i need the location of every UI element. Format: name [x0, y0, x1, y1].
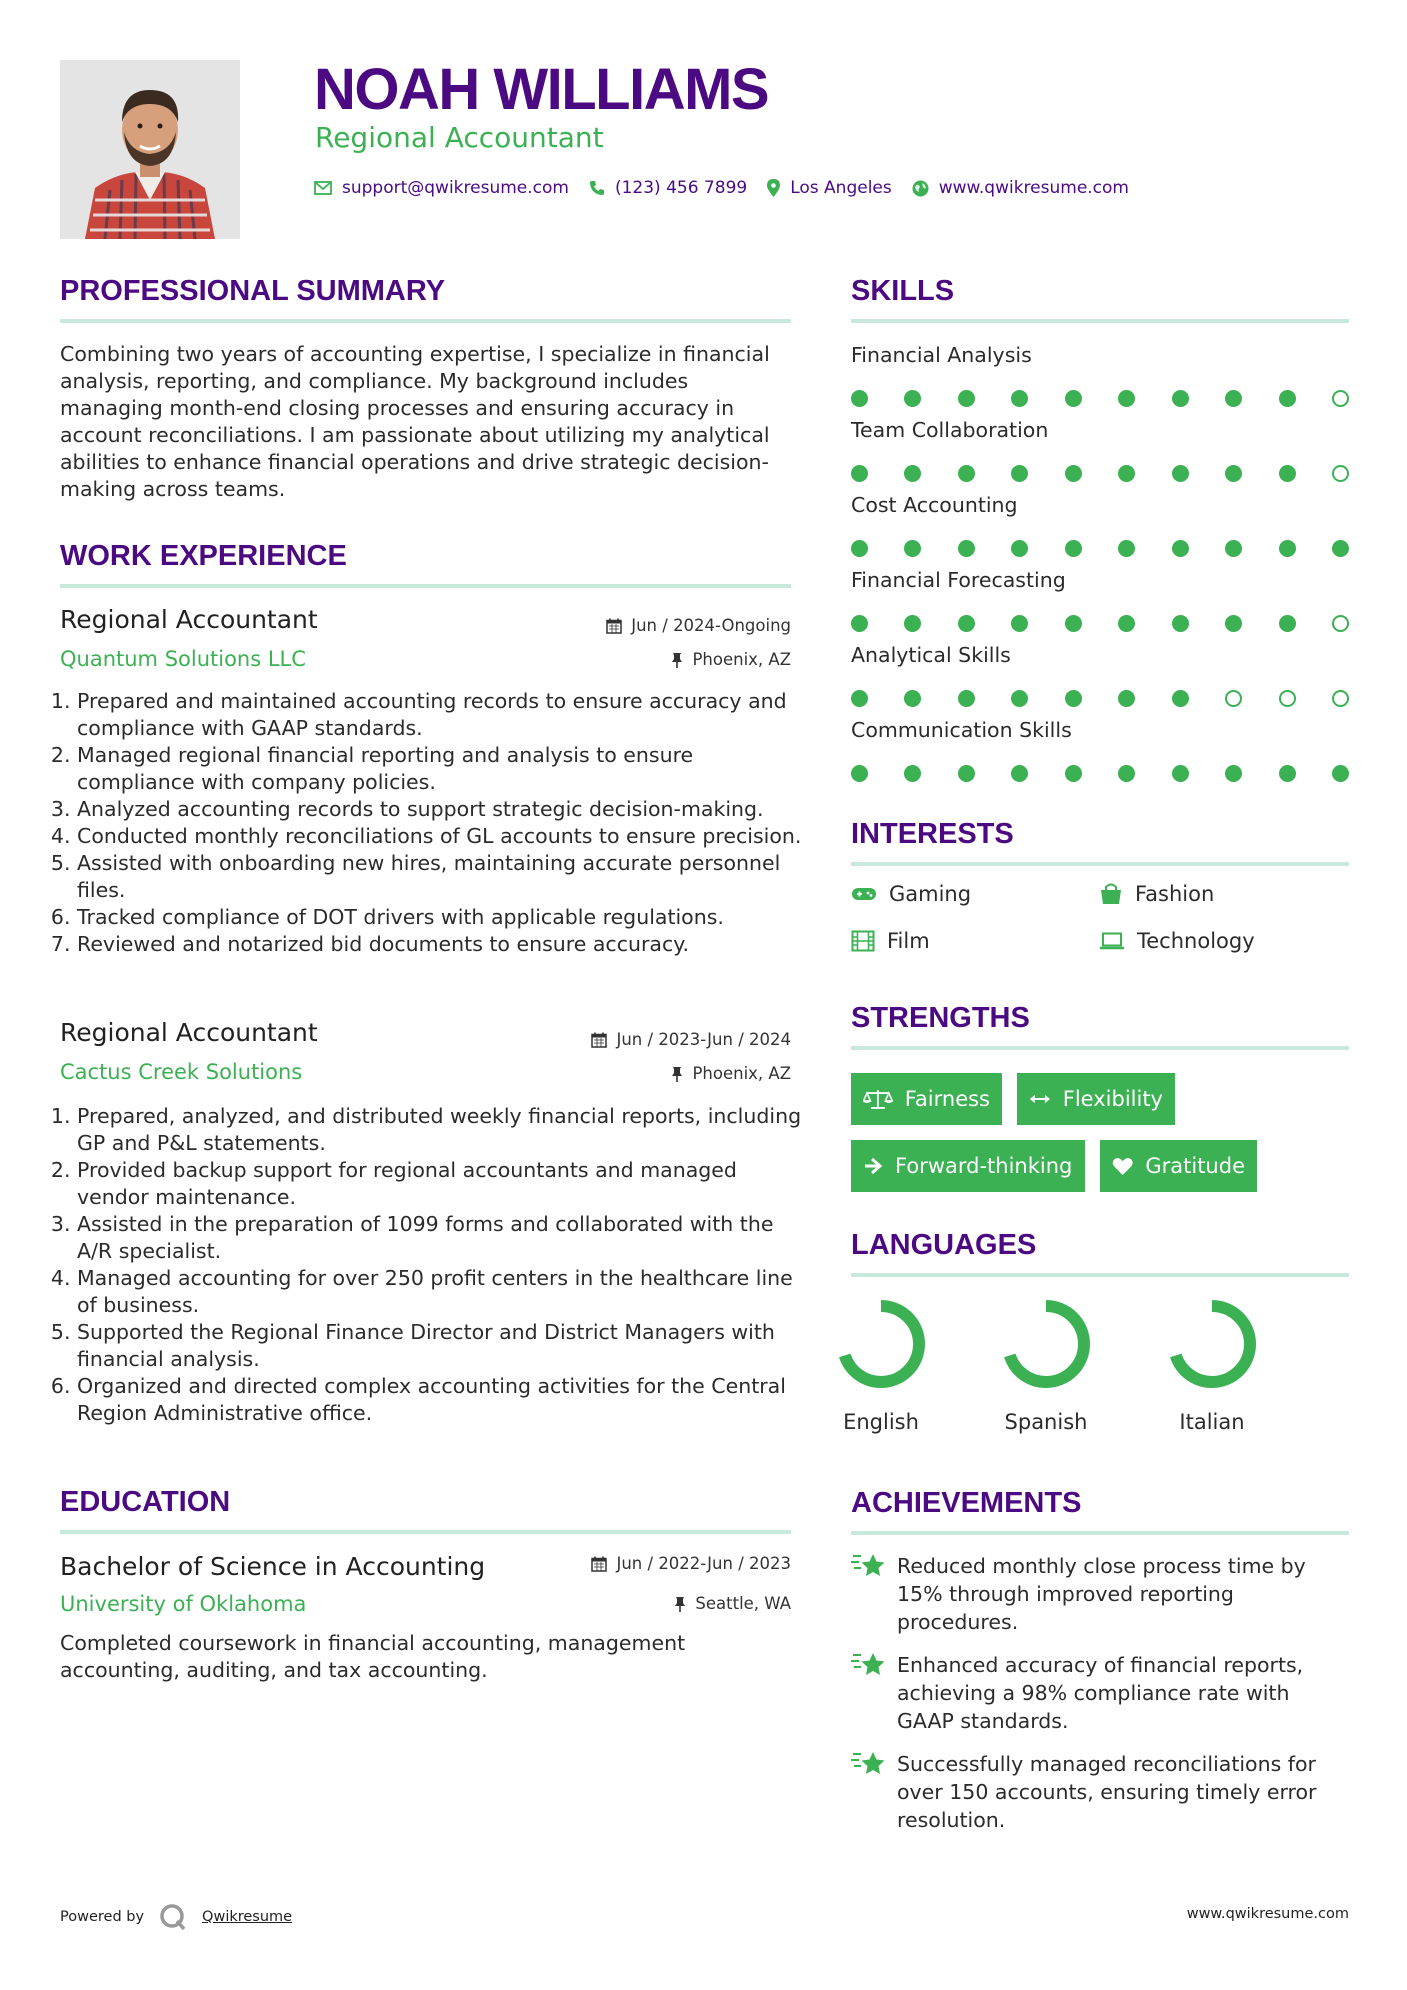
skill-name: Financial Analysis [851, 343, 1032, 367]
job-dates [591, 1030, 791, 1049]
interest-gaming [851, 882, 971, 906]
rating-dot-filled [1065, 690, 1082, 707]
calendar-icon [591, 1032, 607, 1048]
globe-icon [912, 180, 929, 197]
summary-rule [60, 319, 791, 323]
pushpin-icon [671, 1066, 683, 1082]
job-bullets [58, 688, 813, 958]
rating-dot-filled [904, 765, 921, 782]
language-item [821, 1296, 941, 1434]
rating-dot-filled [1118, 690, 1135, 707]
contact-website[interactable] [912, 178, 1129, 198]
candidate-name: NOAH WILLIAMS [314, 57, 769, 122]
achievement-item [851, 1651, 1337, 1735]
job-location [671, 1064, 791, 1083]
skill-rating [851, 390, 1349, 410]
interest-fashion [1099, 882, 1214, 906]
language-level-arc [1174, 1306, 1250, 1382]
rating-dot-filled [1225, 615, 1242, 632]
rating-dot-filled [1279, 615, 1296, 632]
rating-dot-filled [1065, 615, 1082, 632]
rating-dot-filled [1279, 465, 1296, 482]
summary-text: Combining two years of accounting expertise, I specialize in financial analysis, reporting, and compliance. My background includes managing month-end closing processes and ensuring accuracy in account reconciliations. I am passionate about utilizing my analytical abilities to enhance financial operations and drive strategic decision-making across teams. [60, 342, 770, 501]
rating-dot-filled [1011, 765, 1028, 782]
qwikresume-logo-icon [158, 1902, 188, 1932]
education-location [674, 1594, 791, 1613]
skill-rating [851, 690, 1349, 710]
contact-phone[interactable] [589, 178, 747, 198]
rating-dot-filled [1118, 540, 1135, 557]
achievements-rule [851, 1531, 1349, 1535]
rating-dot-filled [1225, 765, 1242, 782]
job-location-text: Phoenix, AZ [692, 650, 791, 669]
rating-dot-filled [1118, 615, 1135, 632]
rating-dot-filled [904, 540, 921, 557]
language-name: Italian [1179, 1410, 1245, 1434]
interest-technology [1099, 929, 1255, 953]
pushpin-icon [671, 652, 683, 668]
rating-dot-filled [1011, 390, 1028, 407]
language-level-arc [843, 1306, 919, 1382]
education-dates [591, 1554, 791, 1573]
achievement-text: Successfully managed reconciliations for over 150 accounts, ensuring timely error resolution. [897, 1752, 1317, 1832]
shooting-star-icon [851, 1649, 887, 1679]
shooting-star-icon [851, 1748, 887, 1778]
rating-dot-filled [958, 465, 975, 482]
contact-email[interactable] [314, 178, 569, 198]
strength-label: Forward-thinking [895, 1154, 1073, 1178]
rating-dot-empty [1332, 615, 1349, 632]
rating-dot-filled [1172, 390, 1189, 407]
rating-dot-filled [1172, 765, 1189, 782]
rating-dot-filled [1065, 540, 1082, 557]
gamepad-icon [851, 886, 877, 902]
profile-photo [60, 60, 240, 239]
interest-label: Fashion [1135, 882, 1215, 906]
rating-dot-filled [1172, 615, 1189, 632]
powered-by-text: Powered by [60, 1909, 145, 1925]
rating-dot-filled [1118, 765, 1135, 782]
rating-dot-filled [1011, 690, 1028, 707]
laptop-icon [1099, 932, 1125, 950]
skills-rule [851, 319, 1349, 323]
job-company: Cactus Creek Solutions [60, 1060, 303, 1084]
languages-heading: LANGUAGES [851, 1229, 1037, 1261]
shooting-star-icon [851, 1550, 887, 1580]
experience-rule [60, 584, 791, 588]
language-level-arc [1008, 1306, 1084, 1382]
strength-label: Flexibility [1062, 1087, 1163, 1111]
rating-dot-filled [904, 615, 921, 632]
strength-forward-thinking [851, 1140, 1085, 1192]
degree-title: Bachelor of Science in Accounting [60, 1552, 486, 1581]
strengths-rule [851, 1046, 1349, 1050]
rating-dot-filled [1118, 390, 1135, 407]
balance-scale-icon [863, 1088, 893, 1110]
rating-dot-filled [1011, 540, 1028, 557]
contact-location-text: Los Angeles [790, 178, 892, 198]
job-dates-text: Jun / 2023-Jun / 2024 [616, 1030, 791, 1049]
film-icon [851, 930, 875, 952]
heart-icon [1112, 1156, 1133, 1177]
strength-label: Gratitude [1145, 1154, 1245, 1178]
rating-dot-filled [1065, 390, 1082, 407]
rating-dot-filled [1065, 465, 1082, 482]
rating-dot-filled [958, 765, 975, 782]
interests-rule [851, 862, 1349, 866]
arrows-horizontal-icon [1029, 1092, 1051, 1106]
language-item [1152, 1296, 1272, 1434]
contact-phone-text: (123) 456 7899 [614, 178, 748, 198]
job-bullet: 3. Assisted in the preparation of 1099 forms and collaborated with the A/R specialist. [77, 1211, 813, 1265]
skill-rating [851, 765, 1349, 785]
skill-name: Cost Accounting [851, 493, 1018, 517]
achievement-text: Enhanced accuracy of financial reports, achieving a 98% compliance rate with GAAP standards. [897, 1653, 1304, 1733]
phone-icon [589, 180, 605, 196]
rating-dot-filled [851, 390, 868, 407]
contact-location [767, 178, 892, 198]
arrow-right-icon [863, 1157, 883, 1175]
job-company: Quantum Solutions LLC [60, 647, 306, 671]
rating-dot-filled [851, 690, 868, 707]
rating-dot-filled [1011, 465, 1028, 482]
rating-dot-filled [958, 390, 975, 407]
rating-dot-filled [1225, 465, 1242, 482]
rating-dot-filled [958, 690, 975, 707]
achievement-item [851, 1552, 1337, 1636]
education-location-text: Seattle, WA [695, 1594, 791, 1613]
job-bullet: 2. Provided backup support for regional accountants and managed vendor maintenance. [77, 1157, 813, 1211]
pushpin-icon [674, 1596, 686, 1612]
rating-dot-filled [1332, 765, 1349, 782]
language-name: English [843, 1410, 919, 1434]
job-bullet: 5. Assisted with onboarding new hires, maintaining accurate personnel files. [77, 850, 813, 904]
map-marker-icon [767, 179, 780, 197]
language-ring [1164, 1296, 1260, 1392]
rating-dot-filled [958, 540, 975, 557]
skill-name: Communication Skills [851, 718, 1072, 742]
rating-dot-filled [851, 615, 868, 632]
job-title: Regional Accountant [60, 1018, 318, 1047]
rating-dot-filled [1172, 540, 1189, 557]
rating-dot-empty [1225, 690, 1242, 707]
rating-dot-filled [1172, 465, 1189, 482]
language-item [986, 1296, 1106, 1434]
job-bullet: 2. Managed regional financial reporting and analysis to ensure compliance with company policies. [77, 742, 813, 796]
experience-heading: WORK EXPERIENCE [60, 540, 347, 572]
footer-powered [60, 1902, 292, 1932]
rating-dot-empty [1332, 465, 1349, 482]
strength-gratitude [1100, 1140, 1257, 1192]
strength-fairness [851, 1073, 1002, 1125]
rating-dot-filled [1279, 765, 1296, 782]
shopping-bag-icon [1099, 883, 1123, 905]
skill-name: Financial Forecasting [851, 568, 1066, 592]
job-bullet: 4. Conducted monthly reconciliations of GL accounts to ensure precision. [77, 823, 813, 850]
rating-dot-empty [1332, 690, 1349, 707]
rating-dot-filled [904, 390, 921, 407]
skill-rating [851, 465, 1349, 485]
achievement-text: Reduced monthly close process time by 15% through improved reporting procedures. [897, 1554, 1306, 1634]
job-title: Regional Accountant [60, 605, 318, 634]
skill-name: Analytical Skills [851, 643, 1011, 667]
skill-name: Team Collaboration [851, 418, 1049, 442]
job-bullet: 7. Reviewed and notarized bid documents to ensure accuracy. [77, 931, 813, 958]
rating-dot-filled [1225, 390, 1242, 407]
job-location [671, 650, 791, 669]
job-bullet: 6. Tracked compliance of DOT drivers with applicable regulations. [77, 904, 813, 931]
education-heading: EDUCATION [60, 1486, 231, 1518]
rating-dot-empty [1332, 390, 1349, 407]
footer-website[interactable]: www.qwikresume.com [1186, 1906, 1349, 1922]
calendar-icon [606, 618, 622, 634]
rating-dot-filled [1172, 690, 1189, 707]
achievements-heading: ACHIEVEMENTS [851, 1487, 1082, 1519]
envelope-icon [314, 181, 332, 195]
qwikresume-link[interactable]: Qwikresume [202, 1909, 293, 1925]
language-ring [833, 1296, 929, 1392]
rating-dot-filled [851, 465, 868, 482]
rating-dot-filled [1279, 540, 1296, 557]
education-dates-text: Jun / 2022-Jun / 2023 [616, 1554, 791, 1573]
job-dates [606, 616, 791, 635]
rating-dot-filled [958, 615, 975, 632]
education-rule [60, 1530, 791, 1534]
language-ring [998, 1296, 1094, 1392]
skills-heading: SKILLS [851, 275, 955, 307]
strengths-heading: STRENGTHS [851, 1002, 1030, 1034]
skill-rating [851, 540, 1349, 560]
rating-dot-empty [1279, 690, 1296, 707]
job-bullet: 1. Prepared, analyzed, and distributed weekly financial reports, including GP and P&L statements. [77, 1103, 813, 1157]
summary-heading: PROFESSIONAL SUMMARY [60, 275, 446, 307]
achievement-item [851, 1750, 1337, 1834]
rating-dot-filled [1225, 540, 1242, 557]
candidate-title: Regional Accountant [315, 121, 604, 154]
job-location-text: Phoenix, AZ [692, 1064, 791, 1083]
rating-dot-filled [1332, 540, 1349, 557]
strength-label: Fairness [904, 1087, 990, 1111]
rating-dot-filled [1065, 765, 1082, 782]
interest-label: Gaming [889, 882, 972, 906]
skill-rating [851, 615, 1349, 635]
rating-dot-filled [851, 540, 868, 557]
contact-bar [314, 178, 1149, 198]
language-name: Spanish [1004, 1410, 1088, 1434]
job-bullet: 3. Analyzed accounting records to support strategic decision-making. [77, 796, 813, 823]
rating-dot-filled [904, 465, 921, 482]
calendar-icon [591, 1556, 607, 1572]
job-bullet: 6. Organized and directed complex accounting activities for the Central Region Administrative office. [77, 1373, 813, 1427]
education-description: Completed coursework in financial accounting, management accounting, auditing, and tax accounting. [60, 1631, 686, 1682]
rating-dot-filled [1279, 390, 1296, 407]
interests-heading: INTERESTS [851, 818, 1014, 850]
school-name: University of Oklahoma [60, 1592, 307, 1616]
rating-dot-filled [1118, 465, 1135, 482]
interest-label: Film [887, 929, 930, 953]
contact-website-text: www.qwikresume.com [938, 178, 1129, 198]
languages-rule [851, 1273, 1349, 1277]
strength-flexibility [1017, 1073, 1175, 1125]
rating-dot-filled [1011, 615, 1028, 632]
job-dates-text: Jun / 2024-Ongoing [631, 616, 791, 635]
job-bullet: 4. Managed accounting for over 250 profit centers in the healthcare line of business. [77, 1265, 813, 1319]
job-bullets [58, 1103, 813, 1427]
rating-dot-filled [904, 690, 921, 707]
rating-dot-filled [851, 765, 868, 782]
contact-email-text: support@qwikresume.com [342, 178, 569, 198]
interest-label: Technology [1137, 929, 1255, 953]
interest-film [851, 929, 930, 953]
job-bullet: 5. Supported the Regional Finance Director and District Managers with financial analysis. [77, 1319, 813, 1373]
job-bullet: 1. Prepared and maintained accounting records to ensure accuracy and compliance with GAAP standards. [77, 688, 813, 742]
